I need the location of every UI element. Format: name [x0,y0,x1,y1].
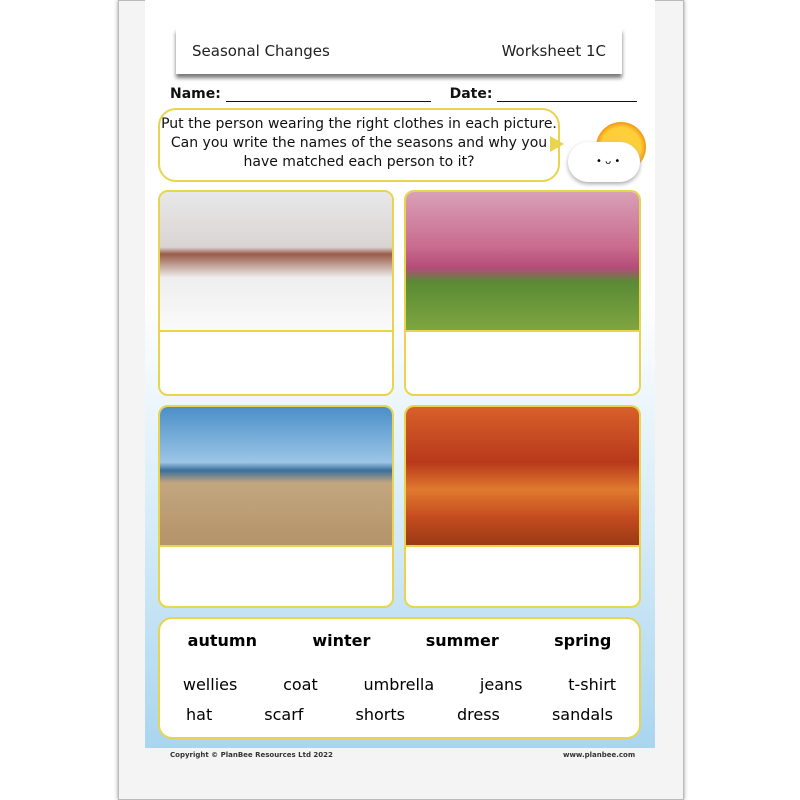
clothing-word: hat [186,705,213,724]
season-word: spring [554,631,612,650]
clothing-word: umbrella [363,675,435,694]
winter-street-photo [160,192,392,332]
season-word: autumn [187,631,257,650]
season-word: summer [425,631,499,650]
clothing-word: shorts [355,705,405,724]
name-date-row [170,86,637,102]
picture-card-spring [404,190,641,396]
date-line [497,87,637,102]
name-line [226,87,431,102]
autumn-forest-photo [406,407,639,547]
website-text: www.planbee.com [563,751,636,759]
clothing-word: sandals [551,705,613,724]
worksheet-title: Seasonal Changes [192,42,330,60]
date-label: Date: [449,86,493,102]
clothing-word: scarf [264,705,304,724]
instructions-bubble: Put the person wearing the right clothes in each picture. Can you write the names of the seasons and why you have matched each person to it? [158,108,560,182]
season-word: winter [312,631,371,650]
spring-blossom-photo [406,192,639,332]
clothing-word: dress [456,705,500,724]
cloud-icon: • ᴗ • [568,142,640,182]
clothing-word: coat [283,675,318,694]
name-label: Name: [170,86,221,102]
summer-beach-photo [160,407,392,547]
worksheet-header [176,28,622,74]
clothing-word: jeans [479,675,523,694]
clothing-word: wellies [182,675,238,694]
worksheet-number: Worksheet 1C [501,42,606,60]
clothing-word: t-shirt [568,675,617,694]
picture-card-autumn [404,405,641,608]
word-bank [158,617,641,739]
copyright-text: Copyright © PlanBee Resources Ltd 2022 [170,751,333,759]
picture-card-summer [158,405,394,608]
picture-card-winter [158,190,394,396]
